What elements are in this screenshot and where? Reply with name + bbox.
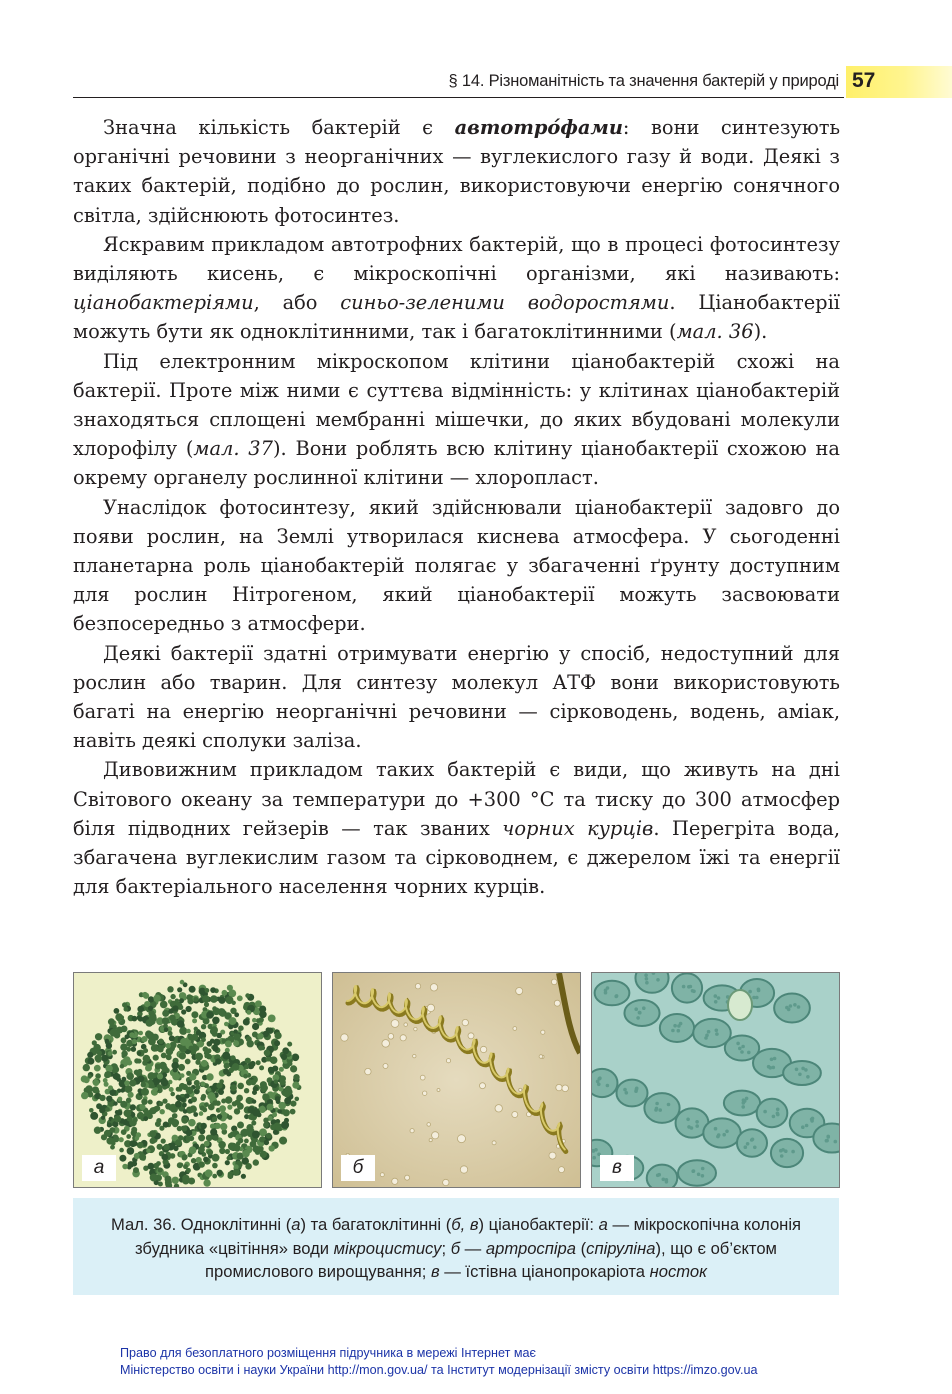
figure-caption [91,1213,821,1284]
caption-span: — їстівна ціанопрокаріота [439,1262,650,1281]
caption-span: ) ціанобактерії: [478,1215,599,1234]
caption-italic: мікроцистису [333,1238,442,1258]
paragraph-oxygen-atmosphere: Унаслідок фотосинтезу, який здійснювали ціанобактерії задовго до появи рослин, на Землі утворилася киснева атмосфера. У сьогоденні планетарна роль ціанобактерій полягає у збагаченні ґрунту доступним для рослин Нітрогеном, який ціанобактерії можуть засвоювати безпосередньо з атмосфери. [73,495,840,636]
caption-span: ), що є об’єктом промислового вирощування; [205,1238,777,1281]
caption-span: — мікроскопічна колонія збудника «цвітіння» води [135,1215,802,1258]
figure-reference: мал. 36 [676,320,754,344]
text-span: ). Вони роблять всю клітину ціанобактерії схожою на окрему органелу рослинної клітини — хлоропласт. [73,437,840,490]
caption-italic: а [598,1215,608,1234]
running-title: § 14. Різноманітність та значення бактерій у природі [448,72,839,90]
caption-italic: б [450,1238,461,1258]
term-cyanobacteria: ціанобактеріями [73,291,254,315]
figure-label-c: в [600,1155,634,1181]
paragraph-cyanobacteria [73,230,840,347]
caption-span: — [460,1238,486,1258]
text-span: . Ціанобактерії можуть бути як одноклітинними, так і багатоклітинними ( [73,291,840,344]
text-span: , або [253,291,341,315]
caption-italic: артроспіра [485,1238,576,1258]
figure-reference: мал. 37 [193,437,273,461]
text-span: : вони синтезують органічні речовини з неорганічних — вуглекислого газу й води. Деякі з таких бактерій, подібно до рослин, використовуючи енергію сонячного світла, здійснюють фотосинтез. [73,116,840,227]
photo-arthrospira [332,972,581,1188]
figure-label-a: а [82,1155,116,1181]
header-rule [73,97,844,98]
caption-italic: б, в [451,1215,479,1234]
term-black-smokers: чорних курців [502,816,654,840]
caption-italic: а [291,1215,301,1234]
photo-microcystis-colony [73,972,322,1188]
text-span: Яскравим прикладом автотрофних бактерій, що в процесі фотосинтезу виділяють кисень, є мікроскопічні організми, які називають: [73,232,840,286]
text-span: Під електронним мікроскопом клітини ціанобактерій схожі на бактерії. Проте між ними є суттєва відмінність: у клітинах ціанобактерій знаходяться сплощені мембранні мішечки, до яких вбудовані молекули хлорофілу ( [73,349,840,461]
paragraph-chemosynthesis: Деякі бактерії здатні отримувати енергію у спосіб, недоступний для рослин або тварин. Для синтезу молекул АТФ вони використовують багаті на енергію неорганічні речовини — сірководень, водень, аміак, навіть деякі сполуки заліза. [73,641,840,753]
caption-span: Мал. 36. Одноклітинні ( [110,1215,292,1234]
caption-italic: носток [649,1262,707,1281]
text-span: Значна кількість бактерій є [103,116,455,139]
text-span: . Перегріта вода, збагачена вуглекислим газом та сірководнем, є джерелом їжі та енергії для бактеріального населення чорних курців. [73,816,840,899]
caption-span: ; [441,1238,451,1258]
caption-span: ) та багатоклітинні ( [300,1215,452,1234]
page-number: 57 [852,69,876,92]
photo-nostoc [591,972,840,1188]
caption-span: ( [576,1238,587,1258]
footer-line-2: Міністерство освіти і науки України http://mon.gov.ua/ та Інститут модернізації змісту освіти https://imzo.gov.ua [120,1362,758,1377]
caption-italic: спіруліна [586,1238,656,1258]
paragraph-black-smokers [73,755,840,901]
text-span: Дивовижним прикладом таких бактерій є види, що живуть на дні Світового океану за температури до +300 °С та тиску до 300 атмосфер біля підводних гейзерів — так званих [73,758,840,840]
term-autotrophs: автотро́фами [454,116,623,139]
caption-italic: в [430,1262,440,1281]
figure-label-b: б [341,1155,375,1181]
term-blue-green-algae: синьо-зеленими водоростями [340,291,670,315]
text-span: ). [753,320,768,344]
paragraph-autotrophs [73,113,840,230]
footer-line-1: Право для безоплатного розміщення підручника в мережі Інтернет має [120,1346,536,1360]
footer-copyright [120,1345,757,1378]
figure-caption-box [73,1198,839,1295]
paragraph-electron-microscope [73,347,840,493]
body-text [73,113,840,901]
